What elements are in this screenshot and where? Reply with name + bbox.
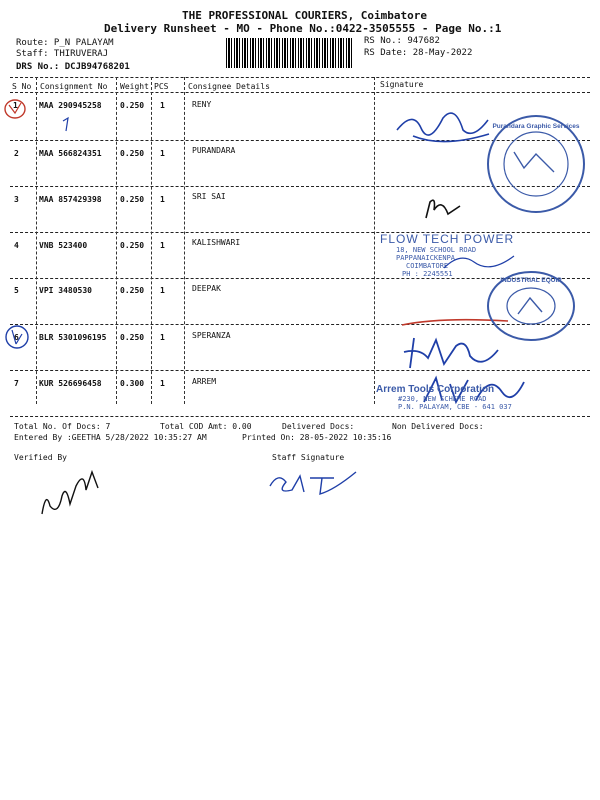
row-sno: 7 [14, 379, 19, 388]
row-pcs: 1 [160, 333, 165, 342]
row-weight: 0.250 [120, 286, 145, 295]
company-name: THE PROFESSIONAL COURIERS, Coimbatore [182, 9, 428, 22]
row-pcs: 1 [160, 286, 165, 295]
row-consignment: BLR 5301096195 [39, 333, 107, 342]
column-divider [36, 77, 37, 404]
row-weight: 0.250 [120, 101, 145, 110]
row-consignee: ARREM [192, 377, 217, 386]
row-pcs: 1 [160, 379, 165, 388]
row-sno: 4 [14, 241, 19, 250]
row-consignee: KALISHWARI [192, 238, 241, 247]
row-weight: 0.250 [120, 195, 145, 204]
col-header-consignment: Consignment No [40, 82, 108, 91]
row-consignment: MAA 566824351 [39, 149, 102, 158]
staff-label: Staff: THIRUVERAJ [16, 49, 109, 59]
runsheet-subtitle: Delivery Runsheet - MO - Phone No.:0422-3505555 - Page No.:1 [104, 22, 502, 35]
rs-number: RS No.: 947682 [364, 36, 440, 46]
staff-signature-label: Staff Signature [272, 453, 345, 462]
row-pcs: 1 [160, 195, 165, 204]
row-weight: 0.250 [120, 149, 145, 158]
row-weight: 0.300 [120, 379, 145, 388]
verified-by-label: Verified By [14, 453, 67, 462]
purandara-stamp [484, 112, 588, 216]
rs-date: RS Date: 28-May-2022 [364, 48, 473, 58]
row-pcs: 1 [160, 101, 165, 110]
non-delivered-docs: Non Delivered Docs: [392, 422, 484, 431]
flowtech-stamp-name: FLOW TECH POWER [380, 232, 515, 246]
flowtech-stamp-line2: PAPPANAICKENPA [396, 254, 456, 262]
column-divider [116, 77, 117, 404]
total-cod: Total COD Amt: 0.00 [160, 422, 252, 431]
row-sno: 6 [14, 333, 19, 342]
row-consignee: PURANDARA [192, 146, 236, 155]
col-header-signature: Signature [380, 80, 424, 89]
flowtech-stamp-phone: PH : 2245551 [402, 270, 453, 278]
table-top-rule [10, 77, 590, 78]
route-label: Route: P_N PALAYAM [16, 38, 114, 48]
arrem-stamp-line2: P.N. PALAYAM, CBE - 641 037 [398, 403, 512, 411]
drs-number: DRS No.: DCJB94768201 [16, 62, 130, 72]
row-weight: 0.250 [120, 333, 145, 342]
row-consignment: VPI 3480530 [39, 286, 92, 295]
row-sno: 5 [14, 286, 19, 295]
col-header-weight: Weight [120, 82, 149, 91]
total-docs: Total No. Of Docs: 7 [14, 422, 111, 431]
delivered-docs: Delivered Docs: [282, 422, 355, 431]
industrial-stamp-text: INDUSTRIAL EQUIP [500, 277, 562, 284]
purandara-stamp-text: Purandara Graphic Services [492, 123, 580, 130]
row-pcs: 1 [160, 149, 165, 158]
column-divider [184, 77, 185, 404]
table-bottom-rule [10, 416, 590, 417]
arrem-stamp [376, 384, 512, 411]
header-rule [10, 92, 590, 93]
verified-by-signature [36, 460, 106, 520]
row-consignment: KUR 526696458 [39, 379, 102, 388]
row1-tick-mark [60, 115, 80, 135]
flowtech-stamp-line1: 18, NEW SCHOOL ROAD [396, 246, 477, 254]
column-divider [151, 77, 152, 404]
column-divider [374, 77, 375, 404]
row-consignee: SRI SAI [192, 192, 226, 201]
col-header-consignee: Consignee Details [188, 82, 270, 91]
flowtech-stamp-line3: COIMBATORE [406, 262, 449, 270]
col-header-pcs: PCS [154, 82, 169, 91]
row1-circle-mark [2, 95, 32, 125]
row-consignee: RENY [192, 100, 212, 109]
printed-on: Printed On: 28-05-2022 10:35:16 [242, 433, 392, 442]
row-pcs: 1 [160, 241, 165, 250]
row6-circle-mark [3, 322, 33, 354]
col-header-sno: S No [12, 82, 32, 91]
arrem-stamp-line1: #230, NEW SCHEME ROAD [398, 395, 487, 403]
row-sno: 3 [14, 195, 19, 204]
row-consignment: MAA 290945258 [39, 101, 102, 110]
row-consignment: MAA 857429398 [39, 195, 102, 204]
row-consignment: VNB 523400 [39, 241, 88, 250]
row-weight: 0.250 [120, 241, 145, 250]
row-consignee: SPERANZA [192, 331, 231, 340]
signature-row3 [420, 196, 470, 226]
industrial-stamp [486, 270, 576, 342]
staff-signature-mark [264, 468, 364, 498]
row-sno: 1 [13, 101, 18, 110]
entered-by: Entered By :GEETHA 5/28/2022 10:35:27 AM [14, 433, 207, 442]
arrem-stamp-name: Arrem Tools Corporation [376, 384, 495, 395]
barcode [226, 38, 354, 68]
row-consignee: DEEPAK [192, 284, 221, 293]
row-sno: 2 [14, 149, 19, 158]
